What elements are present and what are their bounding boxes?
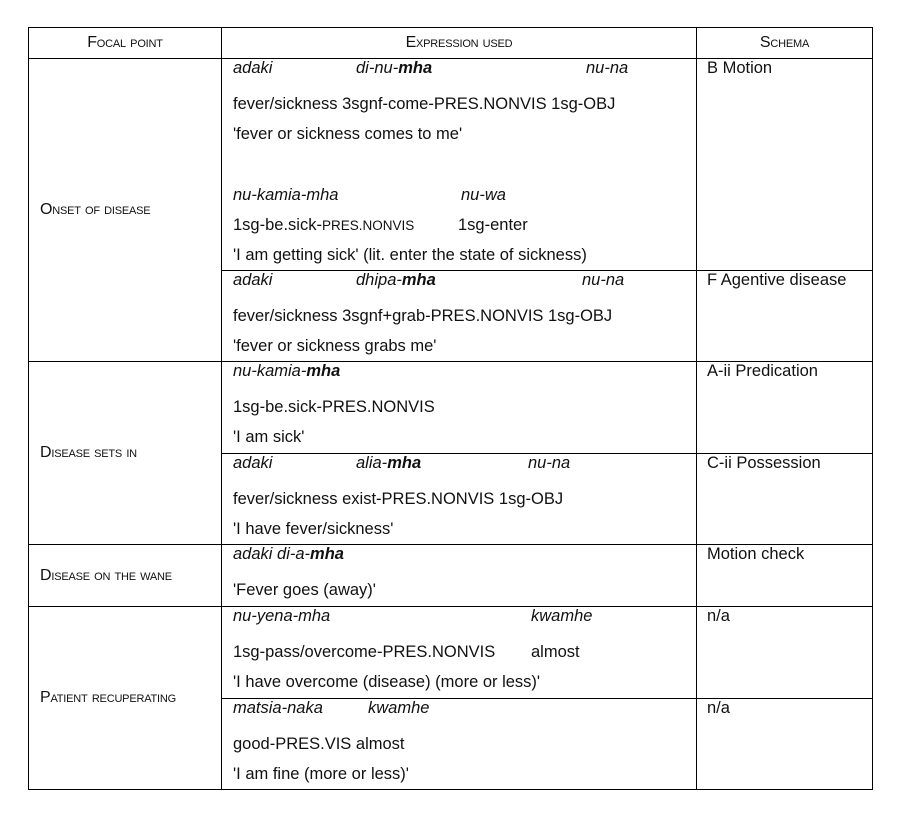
word: dhipa-mha bbox=[356, 271, 436, 289]
table-row bbox=[29, 59, 873, 271]
gloss-line-words bbox=[233, 180, 696, 210]
schema-label: B Motion bbox=[707, 59, 773, 77]
word: nu-na bbox=[582, 271, 625, 289]
word: adaki bbox=[233, 271, 273, 289]
gloss-line-words bbox=[233, 271, 696, 301]
expression-cell bbox=[222, 59, 697, 271]
word: nu-kamia-mha bbox=[233, 362, 341, 380]
word: alia-mha bbox=[356, 454, 422, 472]
translation-line: 'I have fever/sickness' bbox=[233, 520, 394, 538]
expression-cell bbox=[222, 699, 697, 790]
focal-disease-on-the-wane: Disease on the wane bbox=[29, 545, 222, 607]
expression-cell bbox=[222, 607, 697, 699]
schema-cell bbox=[697, 545, 873, 607]
word: matsia-naka bbox=[233, 699, 323, 717]
gloss-line-morphemes: 1sg-be.sick-PRES.NONVIS bbox=[233, 398, 435, 416]
gloss-line-morphemes: 1sg-pass/overcome-PRES.NONVIS almost bbox=[233, 643, 580, 661]
table-row bbox=[29, 362, 873, 454]
schema-label: n/a bbox=[707, 607, 730, 625]
focal-onset-of-disease: Onset of disease bbox=[29, 59, 222, 362]
disease-expressions-table bbox=[28, 27, 873, 790]
schema-cell bbox=[697, 271, 873, 362]
translation-line: 'Fever goes (away)' bbox=[233, 581, 376, 599]
translation-line: 'fever or sickness comes to me' bbox=[233, 125, 463, 143]
gloss-line-words bbox=[233, 59, 696, 89]
translation-line: 'I am getting sick' (lit. enter the state of sickness) bbox=[233, 246, 587, 264]
schema-cell bbox=[697, 607, 873, 699]
header-row bbox=[29, 28, 873, 59]
word: nu-na bbox=[586, 59, 629, 77]
gloss-line-morphemes: good-PRES.VIS almost bbox=[233, 735, 405, 753]
word: kwamhe bbox=[531, 607, 593, 625]
schema-cell bbox=[697, 454, 873, 545]
word: nu-kamia-mha bbox=[233, 186, 339, 204]
gloss-line-words bbox=[233, 607, 696, 637]
schema-cell bbox=[697, 362, 873, 454]
expression-cell bbox=[222, 362, 697, 454]
word: nu-na bbox=[528, 454, 571, 472]
gloss-line-words bbox=[233, 699, 696, 729]
word: kwamhe bbox=[368, 699, 430, 717]
gloss-line-morphemes: fever/sickness 3sgnf+grab-PRES.NONVIS 1sg-OBJ bbox=[233, 307, 613, 325]
translation-line: 'I have overcome (disease) (more or less)' bbox=[233, 673, 541, 691]
schema-label: C-ii Possession bbox=[707, 454, 821, 472]
gloss-line-words bbox=[233, 545, 696, 575]
schema-label: n/a bbox=[707, 699, 730, 717]
gloss-line-morphemes: fever/sickness 3sgnf-come-PRES.NONVIS 1sg-OBJ bbox=[233, 95, 616, 113]
word: di-nu-mha bbox=[356, 59, 433, 77]
focal-patient-recuperating: Patient recuperating bbox=[29, 607, 222, 790]
header-expression-used: Expression used bbox=[222, 28, 697, 59]
word: nu-yena-mha bbox=[233, 607, 331, 625]
gloss-line-morphemes: 1sg-be.sick-PRES.NONVIS 1sg-enter bbox=[233, 216, 528, 234]
disease-expressions-table-container bbox=[28, 27, 872, 789]
translation-line: 'I am sick' bbox=[233, 428, 305, 446]
table-row bbox=[29, 545, 873, 607]
header-focal-point: Focal point bbox=[29, 28, 222, 59]
schema-label: Motion check bbox=[707, 545, 805, 563]
gloss-line-morphemes: fever/sickness exist-PRES.NONVIS 1sg-OBJ bbox=[233, 490, 564, 508]
gloss-line-words bbox=[233, 362, 696, 392]
word: adaki bbox=[233, 454, 273, 472]
gloss-line-words bbox=[233, 454, 696, 484]
schema-cell bbox=[697, 59, 873, 271]
translation-line: 'I am fine (more or less)' bbox=[233, 765, 409, 783]
expression-cell bbox=[222, 454, 697, 545]
schema-label: F Agentive disease bbox=[707, 271, 847, 289]
schema-cell bbox=[697, 699, 873, 790]
header-schema: Schema bbox=[697, 28, 873, 59]
schema-label: A-ii Predication bbox=[707, 362, 818, 380]
expression-cell bbox=[222, 545, 697, 607]
word: nu-wa bbox=[461, 186, 506, 204]
focal-disease-sets-in: Disease sets in bbox=[29, 362, 222, 545]
table-row bbox=[29, 607, 873, 699]
word: adaki bbox=[233, 59, 273, 77]
expression-cell bbox=[222, 271, 697, 362]
translation-line: 'fever or sickness grabs me' bbox=[233, 337, 437, 355]
word: adaki di-a-mha bbox=[233, 545, 344, 563]
